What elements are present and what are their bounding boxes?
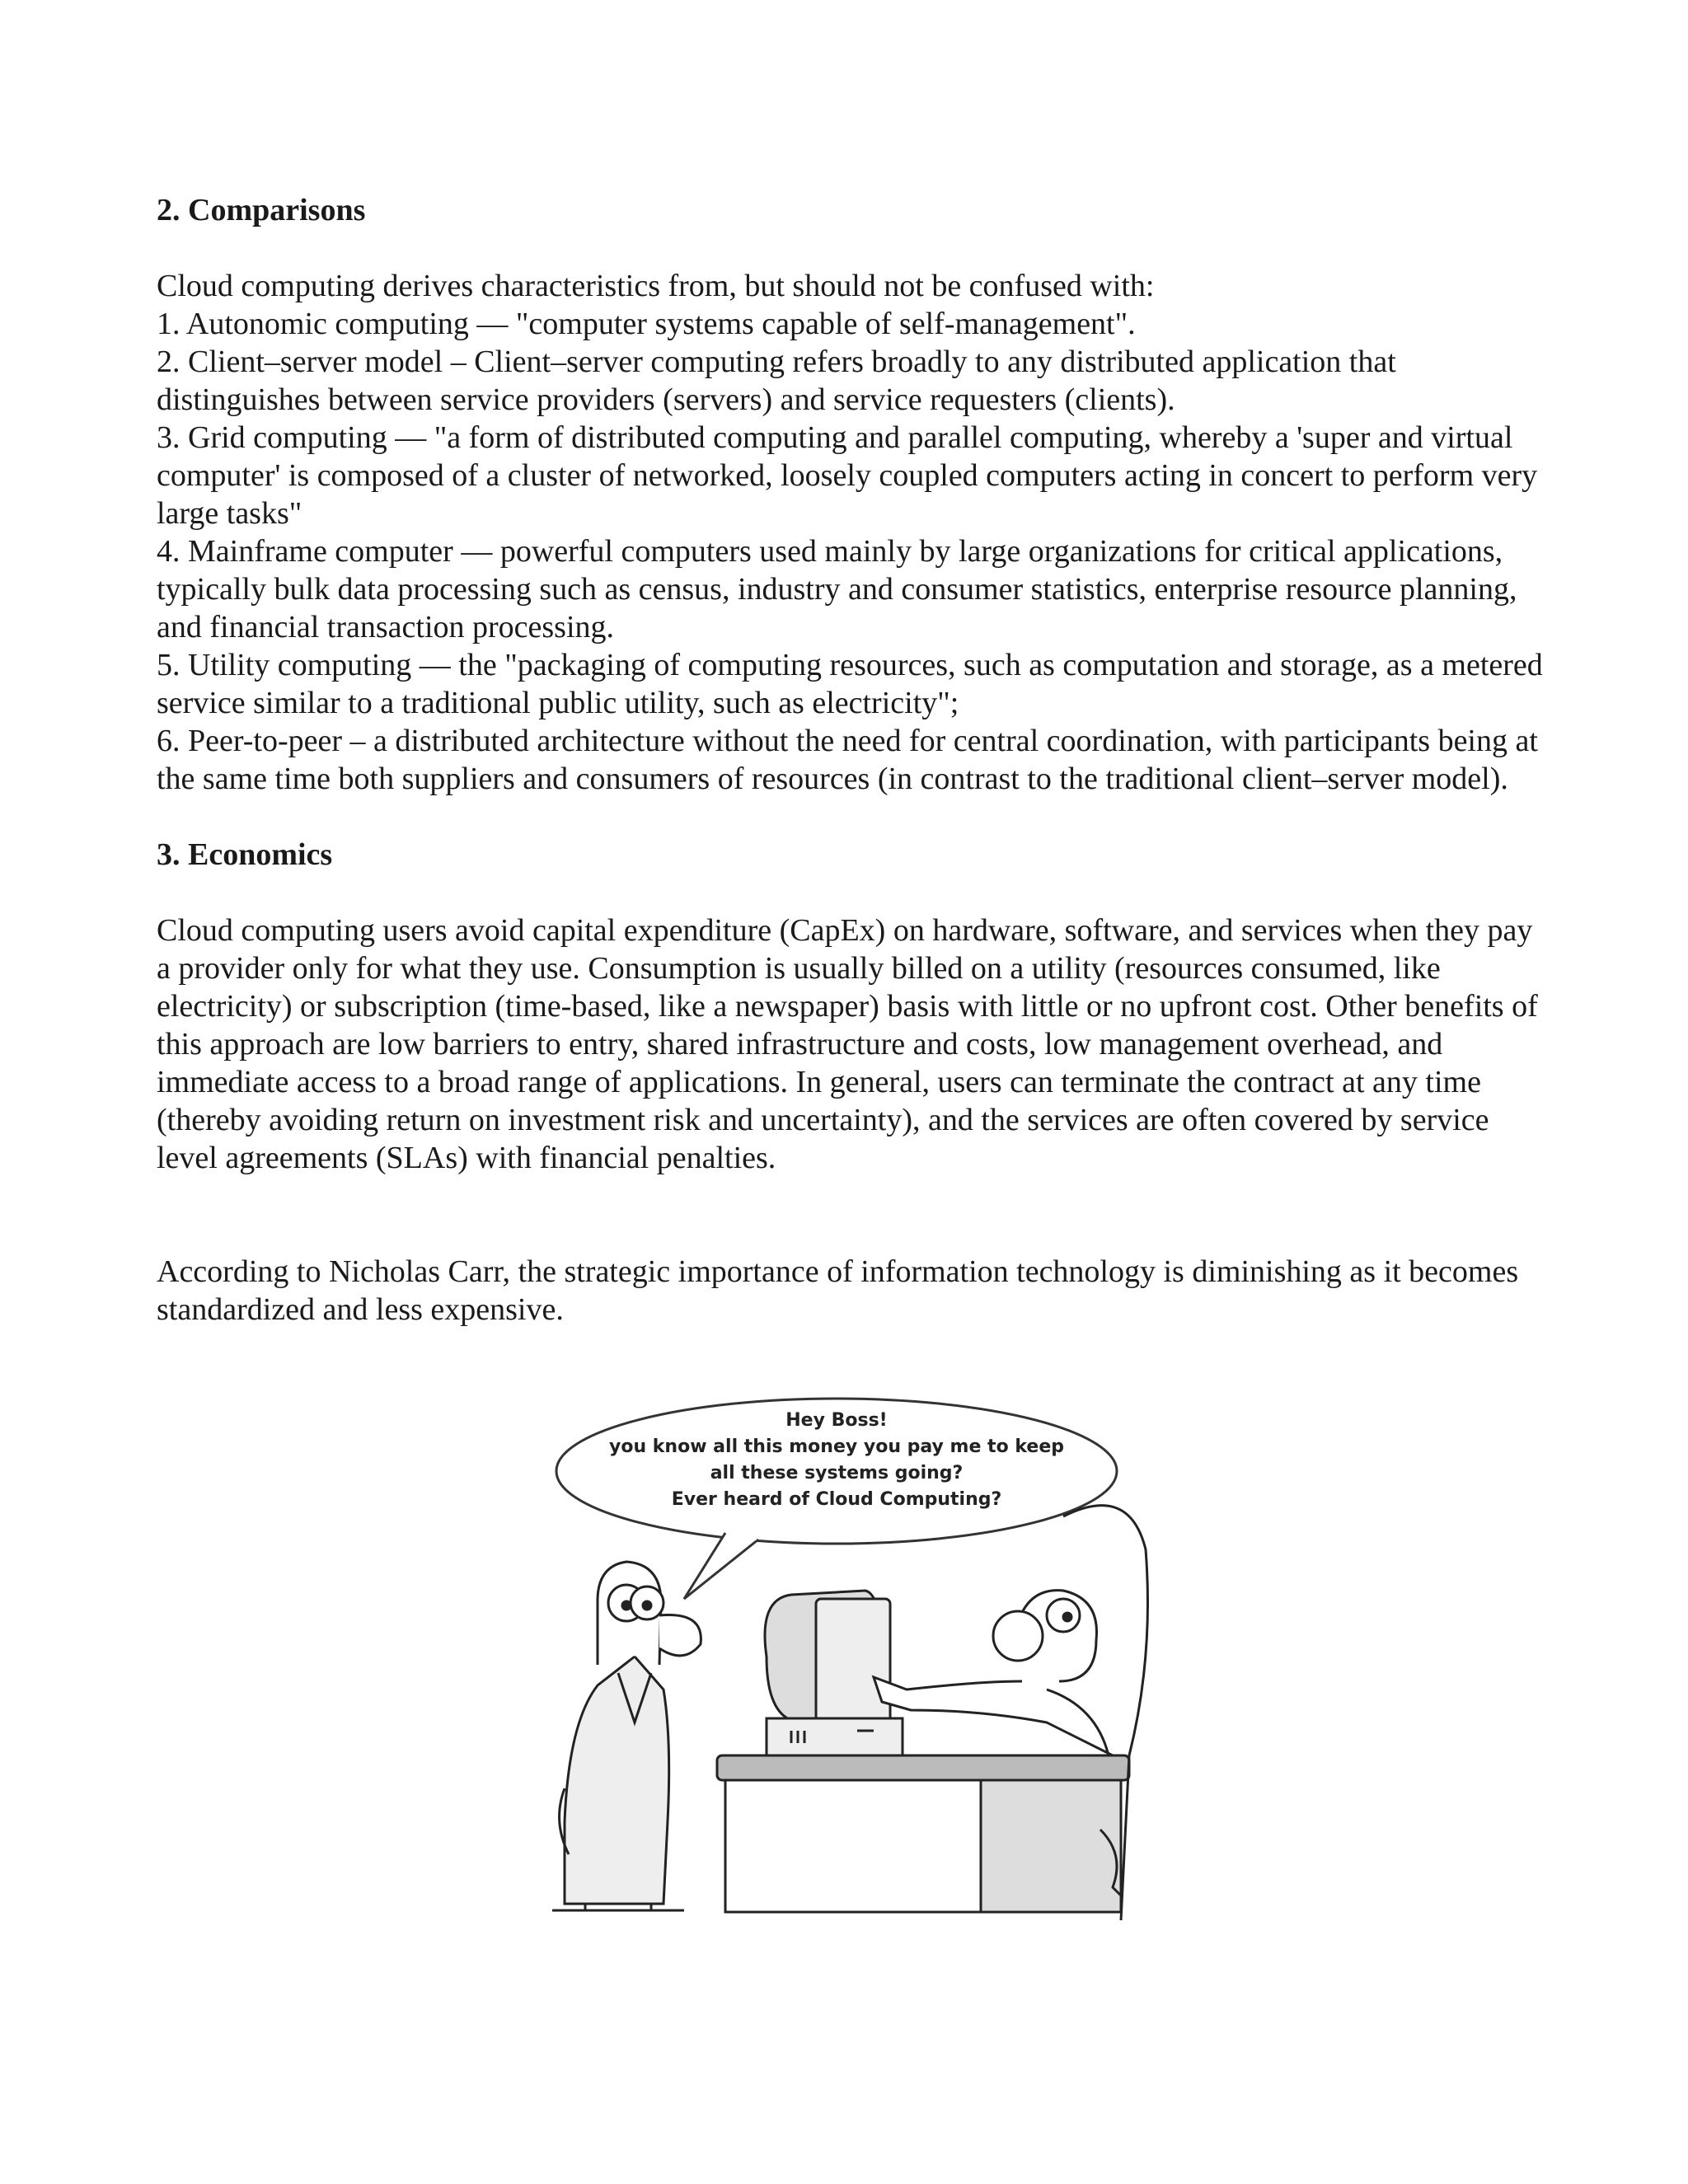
bubble-line-3: all these systems going? [710,1463,964,1483]
desk-illustration [717,1755,1129,1912]
document-body [157,191,1550,1329]
comparison-item: 4. Mainframe computer — powerful computers used mainly by large organizations for critical applications, typically bulk data processing such as census, industry and consumer statistics, enterprise resource planning, and financial transaction processing. [157,534,1517,644]
standing-man-illustration [552,1562,701,1910]
bubble-line-1: Hey Boss! [785,1410,888,1431]
comparison-item: 2. Client–server model – Client–server computing refers broadly to any distributed application that distinguishes between service providers (servers) and service requesters (clients). [157,344,1396,417]
comparison-item: 1. Autonomic computing — "computer systems capable of self-management". [157,307,1136,341]
computer-illustration [765,1591,903,1755]
bubble-line-2: you know all this money you pay me to keep [609,1436,1064,1457]
carr-paragraph: According to Nicholas Carr, the strategic importance of information technology is diminishing as it becomes standardized and less expensive. [157,1254,1519,1327]
comparison-item: 5. Utility computing — the "packaging of computing resources, such as computation and storage, as a metered service similar to a traditional public utility, such as electricity"; [157,648,1543,720]
section-heading-economics: 3. Economics [157,837,333,872]
comparison-item: 3. Grid computing — "a form of distributed computing and parallel computing, whereby a 'super and virtual computer' is composed of a cluster of networked, loosely coupled computers acting in concert to perform very large tasks" [157,420,1538,531]
bubble-line-4: Ever heard of Cloud Computing? [671,1489,1002,1510]
section-heading-comparisons: 2. Comparisons [157,193,366,227]
comparisons-intro: Cloud computing derives characteristics from, but should not be confused with: [157,269,1155,303]
cloud-computing-cartoon [519,1393,1154,1920]
comparison-item: 6. Peer-to-peer – a distributed architecture without the need for central coordination, with participants being at the same time both suppliers and consumers of resources (in contrast to the traditional client–server model). [157,724,1538,796]
economics-paragraph: Cloud computing users avoid capital expenditure (CapEx) on hardware, software, and services when they pay a provider only for what they use. Consumption is usually billed on a utility (resources consumed, like electricity) or subscription (time-based, like a newspaper) basis with little or no upfront cost. Other benefits of this approach are low barriers to entry, shared infrastructure and costs, low management overhead, and immediate access to a broad range of applications. In general, users can terminate the contract at any time (thereby avoiding return on investment risk and uncertainty), and the services are often covered by service level agreements (SLAs) with financial penalties. [157,913,1538,1175]
